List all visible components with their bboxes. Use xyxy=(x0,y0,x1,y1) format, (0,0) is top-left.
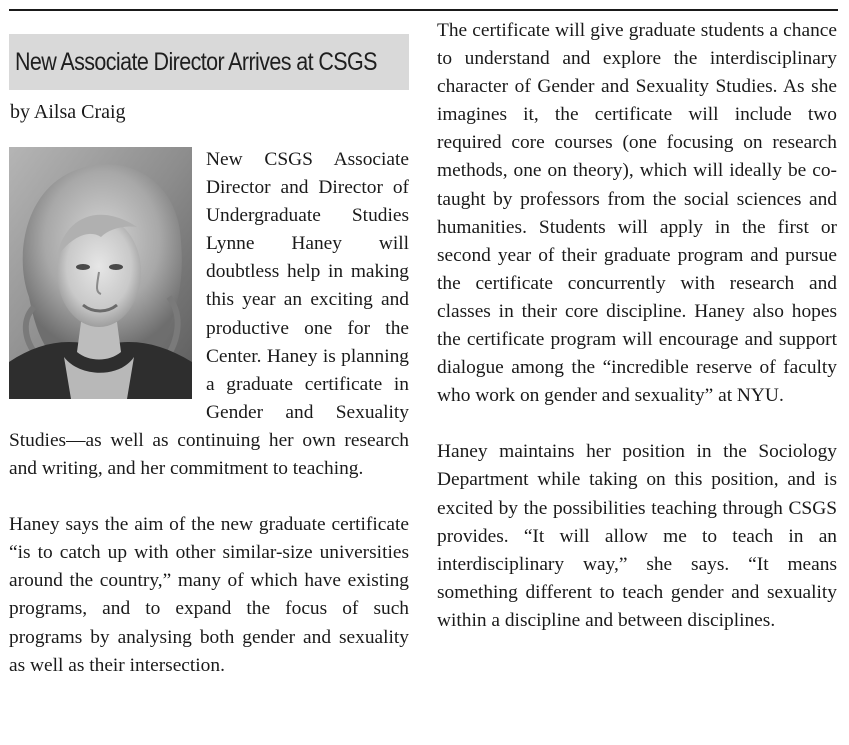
right-column xyxy=(437,17,837,635)
paragraph-1: New CSGS Associate Director and Director of Undergraduate Studies Lynne Haney will doubtless help in making this year an exciting and productive one for the Center. Haney is planning a graduate certificate in Gender and Sexuality Studies—as well as continuing her own research and writing, and her commitment to teaching. xyxy=(9,149,409,480)
top-rule xyxy=(9,9,838,11)
article-headline: New Associate Director Arrives at CSGS xyxy=(15,47,377,76)
paragraph-3: The certificate will give graduate students a chance to understand and explore the interdisciplinary character of Gender and Sexuality Studies. As she imagines it, the certificate will include two required core courses (one focusing on research methods, one on theory), which will ideally be co-taught by professors from the social sciences and humanities. Students will apply in the first or second year of their graduate program and pursue the certificate concurrently with research and classes in their core discipline. Haney also hopes the certificate program will encourage and support dialogue among the “incredible reserve of faculty who work on gender and sexuality” at NYU. xyxy=(437,20,837,407)
article-byline: by Ailsa Craig xyxy=(10,101,126,123)
paragraph-4: Haney maintains her position in the Sociology Department while taking on this position, and is excited by the possibilities teaching through CSGS provides. “It will allow me to teach in an interdisciplinary way,” she says. “It means something different to teach gender and sexuality within a discipline and between disciplines. xyxy=(437,441,837,631)
portrait-image xyxy=(9,147,192,399)
lead-block xyxy=(9,146,409,483)
author-photo xyxy=(9,147,192,399)
paragraph-2: Haney says the aim of the new graduate certificate “is to catch up with other similar-size universities around the country,” many of which have existing programs, and to expand the focus of such programs by analysing both gender and sexuality as well as their intersection. xyxy=(9,514,409,676)
headline-banner xyxy=(9,34,409,90)
left-column xyxy=(9,12,409,680)
paragraph-spacer xyxy=(437,410,837,438)
paragraph-spacer xyxy=(9,483,409,511)
